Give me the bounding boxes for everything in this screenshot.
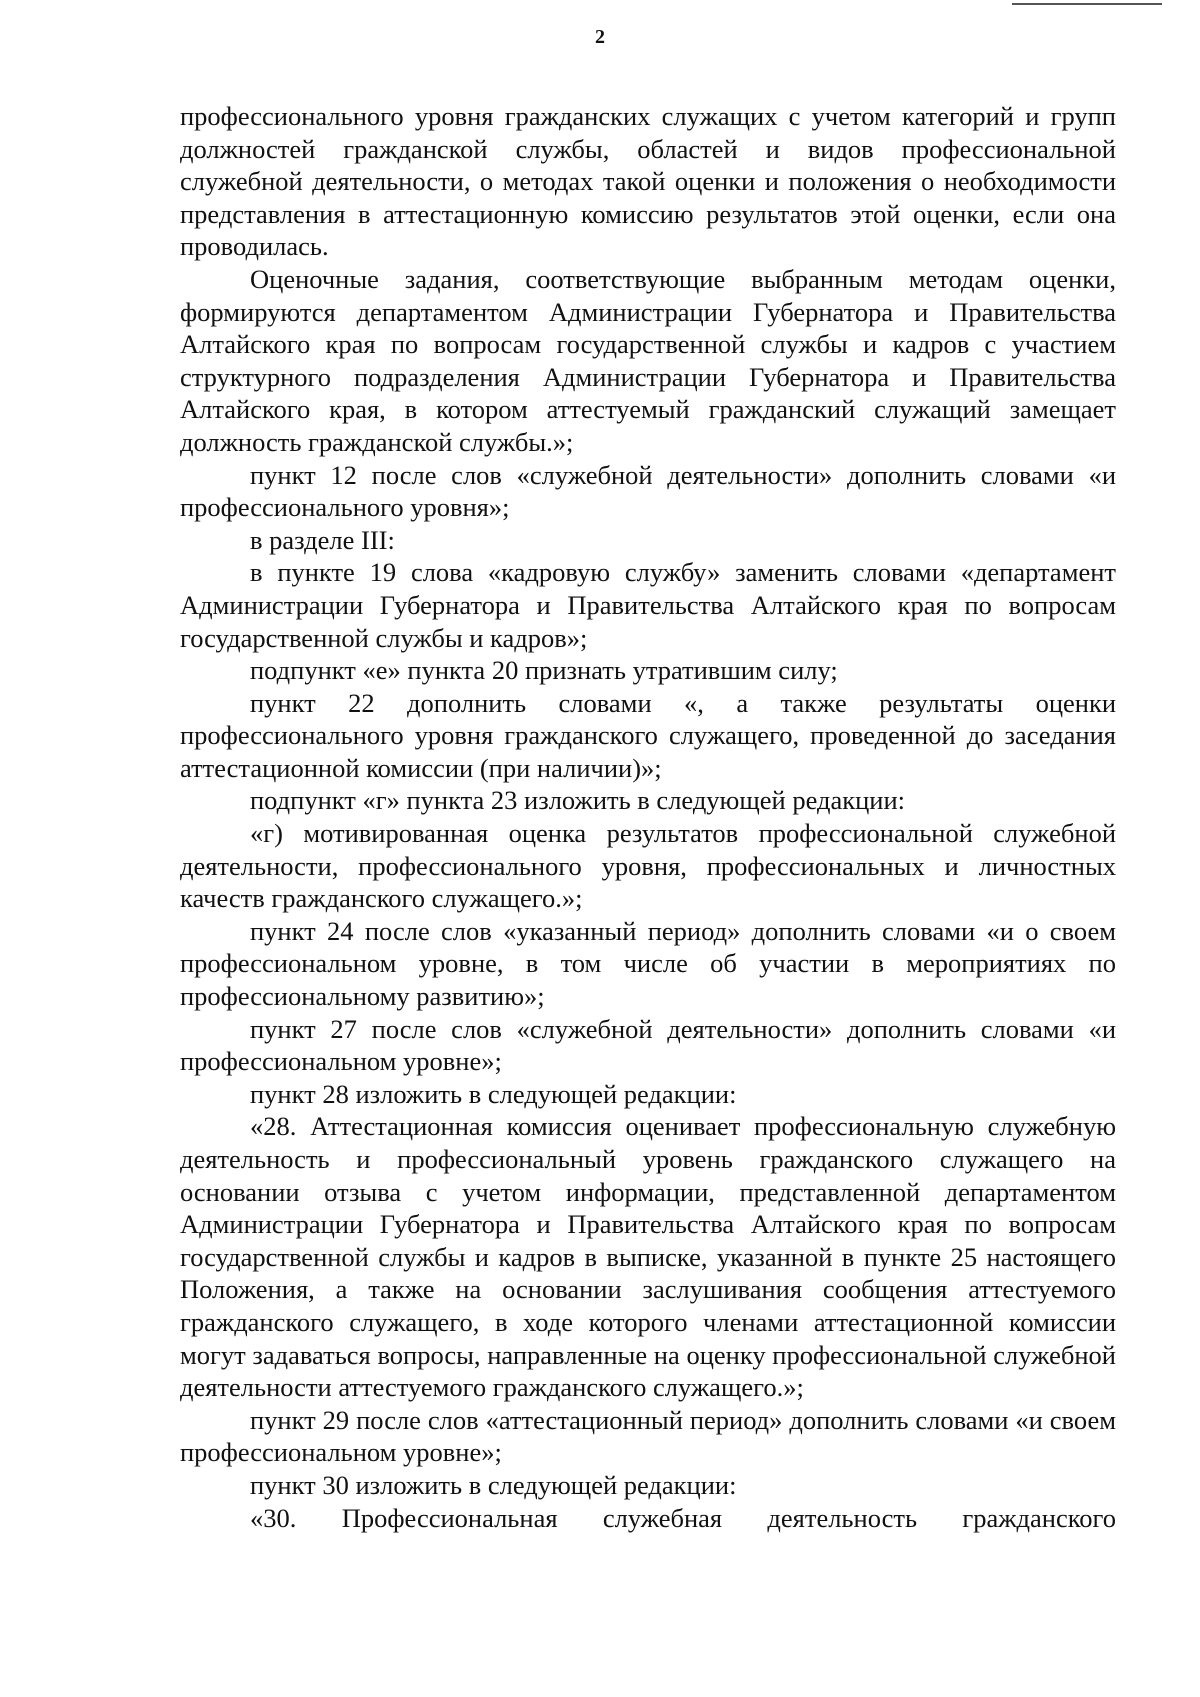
page-number: 2 <box>595 26 605 48</box>
paragraph-item-23: подпункт «г» пункта 23 изложить в следующей редакции: <box>250 785 906 816</box>
paragraph-item-27: пункт 27 после слов «служебной деятельности» дополнить словами «и профессиональном уровне»; <box>180 1013 1116 1077</box>
paragraph-continuation: профессионального уровня гражданских служащих с учетом категорий и групп должностей гражданской службы, областей и видов профессиональной служебной деятельности, о методах такой оценки и положения о необходимости представления в аттестационную комиссию результатов этой оценки, если она проводилась. <box>180 101 1116 262</box>
paragraph-item-23-g: «г) мотивированная оценка результатов профессиональной служебной деятельности, профессионального уровня, профессиональных и личностных качеств гражданского служащего.»; <box>180 818 1116 914</box>
paragraph-item-30-text: «30. Профессиональная служебная деятельность гражданского <box>250 1502 1116 1533</box>
paragraph-item-28: пункт 28 изложить в следующей редакции: <box>250 1078 737 1109</box>
paragraph-item-30: пункт 30 изложить в следующей редакции: <box>250 1469 737 1500</box>
paragraph-item-29: пункт 29 после слов «аттестационный период» дополнить словами «и своем профессиональном уровне»; <box>180 1404 1116 1468</box>
paragraph-item-12: пункт 12 после слов «служебной деятельности» дополнить словами «и профессионального уровня»; <box>180 459 1116 523</box>
paragraph-assessment-tasks: Оценочные задания, соответствующие выбранным методам оценки, формируются департаментом Администрации Губернатора и Правительства Алтайского края по вопросам государственной службы и кадров с участием структурного подразделения Администрации Губернатора и Правительства Алтайского края, в котором аттестуемый гражданский служащий замещает должность гражданской службы.»; <box>180 263 1116 457</box>
paragraph-item-19: в пункте 19 слова «кадровую службу» заменить словами «департамент Администрации Губернатора и Правительства Алтайского края по вопросам государственной службы и кадров»; <box>180 557 1116 653</box>
paragraph-section-3: в разделе III: <box>250 524 395 555</box>
paragraph-item-22: пункт 22 дополнить словами «, а также результаты оценки профессионального уровня гражданского служащего, проведенной до заседания аттестационной комиссии (при наличии)»; <box>180 687 1116 783</box>
top-edge-rule <box>1012 3 1162 5</box>
paragraph-item-20: подпункт «е» пункта 20 признать утратившим силу; <box>250 655 838 686</box>
paragraph-item-28-text: «28. Аттестационная комиссия оценивает профессиональную служебную деятельность и профессиональный уровень гражданского служащего на основании отзыва с учетом информации, представленной департаментом Администрации Губернатора и Правительства Алтайского края по вопросам государственной службы и кадров в выписке, указанной в пункте 25 настоящего Положения, а также на основании заслушивания сообщения аттестуемого гражданского служащего, в ходе которого членами аттестационной комиссии могут задаваться вопросы, направленные на оценку профессиональной служебной деятельности аттестуемого гражданского служащего.»; <box>180 1111 1116 1403</box>
document-body <box>180 100 1116 1534</box>
paragraph-item-24: пункт 24 после слов «указанный период» дополнить словами «и о своем профессиональном уровне, в том числе об участии в мероприятиях по профессиональному развитию»; <box>180 915 1116 1012</box>
